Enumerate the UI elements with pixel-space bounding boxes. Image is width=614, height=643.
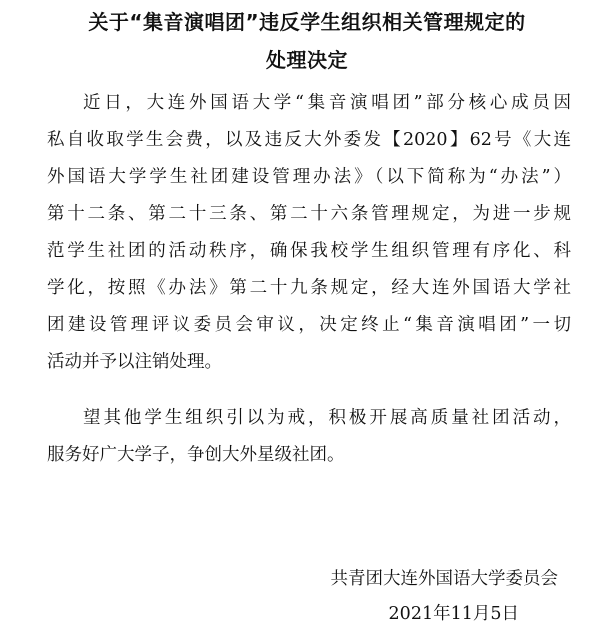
paragraph-1-line-4: 第十二条、第二十三条、第二十六条管理规定，为进一步规: [47, 204, 571, 224]
document-title-line-2: 处理决定: [266, 48, 348, 72]
document-title-line-1: 关于“集音演唱团”违反学生组织相关管理规定的: [88, 10, 526, 34]
paragraph-1-line-3: 外国语大学学生社团建设管理办法》（以下简称为“办法”）: [47, 167, 571, 187]
paragraph-2-line-1: 望其他学生组织引以为戒，积极开展高质量社团活动，: [83, 408, 571, 428]
paragraph-1-line-6: 学化，按照《办法》第二十九条规定，经大连外国语大学社: [47, 278, 571, 298]
paragraph-1-line-7: 团建设管理评议委员会审议，决定终止“集音演唱团”一切: [47, 315, 571, 335]
signature-organization: 共青团大连外国语大学委员会: [330, 569, 558, 589]
paragraph-1-line-8: 活动并予以注销处理。: [47, 352, 222, 372]
paragraph-1-line-5: 范学生社团的活动秩序，确保我校学生组织管理有序化、科: [47, 241, 571, 261]
paragraph-1-line-1: 近日，大连外国语大学“集音演唱团”部分核心成员因: [83, 93, 571, 113]
signature-date: 2021年11月5日: [388, 604, 519, 624]
paragraph-1-line-2: 私自收取学生会费，以及违反大外委发【2020】62号《大连: [47, 130, 571, 150]
paragraph-2-line-2: 服务好广大学子，争创大外星级社团。: [47, 445, 345, 465]
